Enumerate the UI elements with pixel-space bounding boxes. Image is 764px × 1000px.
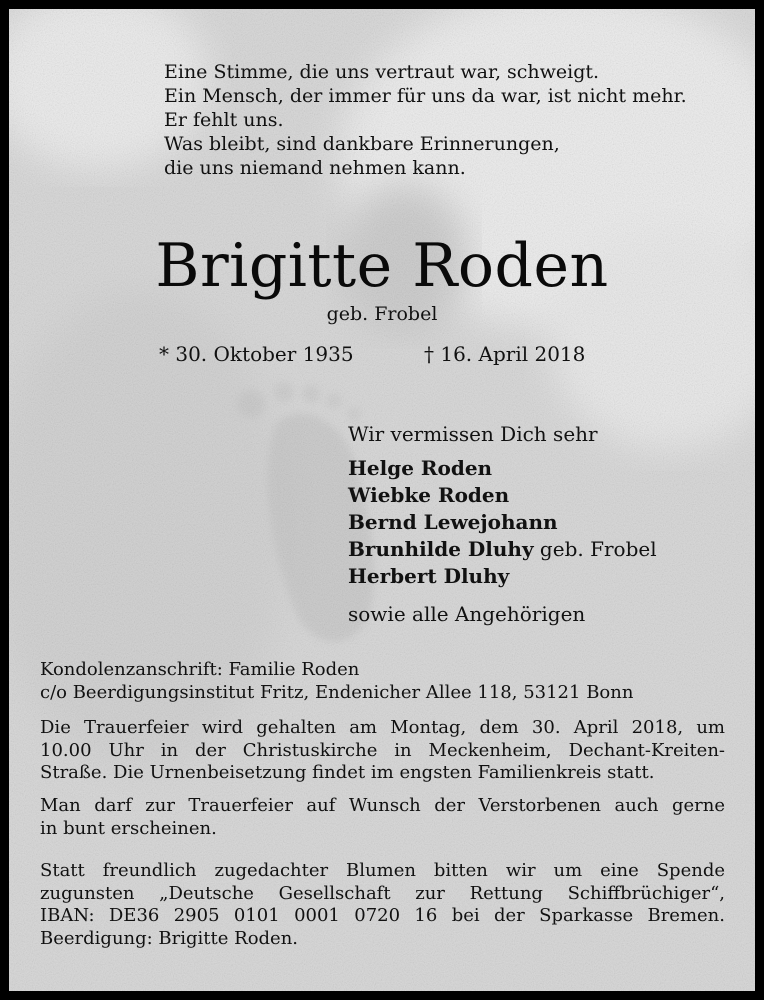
donation-line: zugunsten „Deutsche Gesellschaft zur Rettung Schiffbrüchiger“, <box>40 882 725 904</box>
dress-paragraph <box>40 795 725 840</box>
mourner-name: Brunhilde Dluhy <box>348 537 534 561</box>
mourner-name: Helge Roden <box>348 456 493 480</box>
mourner-name: Herbert Dluhy <box>348 564 510 588</box>
poem-line: Er fehlt uns. <box>164 109 284 131</box>
mourners-outro: sowie alle Angehörigen <box>348 602 586 626</box>
ceremony-line: Straße. Die Urnenbeisetzung findet im engsten Familienkreis statt. <box>40 762 655 783</box>
donation-line: IBAN: DE36 2905 0101 0001 0720 16 bei der Sparkasse Bremen. <box>40 905 725 926</box>
ceremony-paragraph <box>40 717 725 785</box>
condolence-address <box>40 659 725 704</box>
mourners-list <box>348 420 657 628</box>
maiden-name: geb. Frobel <box>326 303 438 325</box>
donation-line: Statt freundlich zugedachter Blumen bitten wir um eine Spende <box>40 860 725 881</box>
donation-line: Beerdigung: Brigitte Roden. <box>40 927 299 949</box>
poem-line: die uns niemand nehmen kann. <box>164 157 466 179</box>
mourner-name: Wiebke Roden <box>348 483 510 507</box>
condolence-line: c/o Beerdigungsinstitut Fritz, Endenicher Allee 118, 53121 Bonn <box>40 681 634 703</box>
mourner <box>348 509 657 536</box>
mourner <box>348 563 657 590</box>
mourners-intro: Wir vermissen Dich sehr <box>348 422 598 446</box>
poem-line: Eine Stimme, die uns vertraut war, schweigt. <box>164 61 600 83</box>
condolence-line: Kondolenzanschrift: Familie Roden <box>40 659 360 680</box>
donation-paragraph <box>40 860 725 950</box>
ceremony-line: 10.00 Uhr in der Christuskirche in Meckenheim, Dechant-Kreiten- <box>40 739 725 761</box>
mourner <box>348 455 657 482</box>
mourner-suffix: geb. Frobel <box>533 537 657 561</box>
poem <box>164 60 687 180</box>
dress-line: Man darf zur Trauerfeier auf Wunsch der Verstorbenen auch gerne <box>40 795 725 816</box>
obituary-notice <box>9 9 755 991</box>
birth-date: * 30. Oktober 1935 <box>159 342 354 366</box>
mourner <box>348 482 657 509</box>
ceremony-line: Die Trauerfeier wird gehalten am Montag, dem 30. April 2018, um <box>40 717 725 738</box>
poem-line: Was bleibt, sind dankbare Erinnerungen, <box>164 133 560 155</box>
death-date: † 16. April 2018 <box>424 342 586 366</box>
deceased-name: Brigitte Roden <box>155 231 609 301</box>
dress-line: in bunt erscheinen. <box>40 817 217 839</box>
poem-line: Ein Mensch, der immer für uns da war, ist nicht mehr. <box>164 85 687 107</box>
mourner-name: Bernd Lewejohann <box>348 510 558 534</box>
mourner <box>348 536 657 563</box>
